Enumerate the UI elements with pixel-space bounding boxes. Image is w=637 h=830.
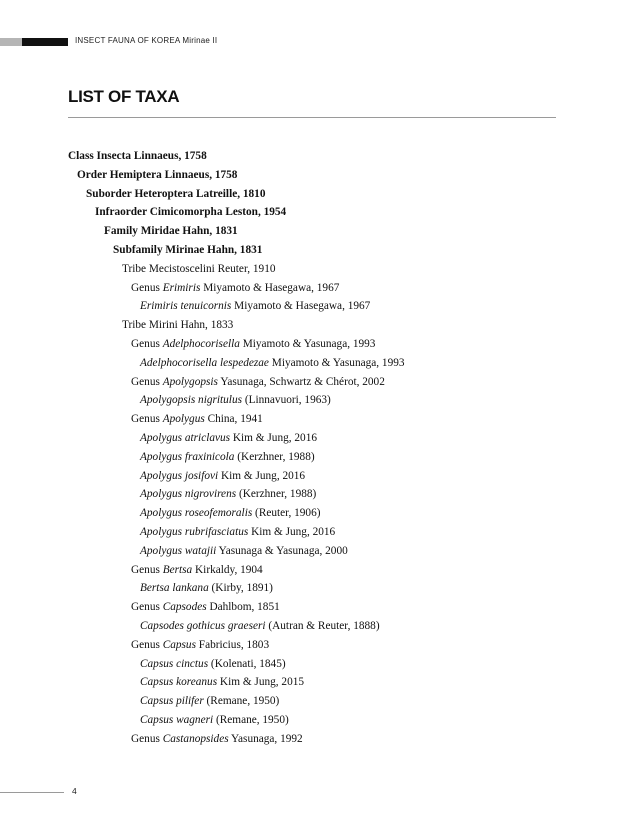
taxon-authority: (Autran & Reuter, 1888) <box>265 619 380 632</box>
taxon-authority: Subfamily Mirinae Hahn, 1831 <box>113 243 263 256</box>
taxon-authority: (Kerzhner, 1988) <box>236 488 317 501</box>
taxon-authority: Infraorder Cimicomorpha Leston, 1954 <box>95 206 287 219</box>
taxon-authority: (Kolenati, 1845) <box>208 657 286 670</box>
taxon-scientific-name: Apolygus <box>162 413 205 426</box>
taxon-entry <box>0 467 405 486</box>
taxon-scientific-name: Erimiris <box>162 281 201 294</box>
taxon-authority: Suborder Heteroptera Latreille, 1810 <box>86 187 266 200</box>
taxon-entry <box>0 316 405 335</box>
taxon-scientific-name: Erimiris tenuicornis <box>140 300 232 313</box>
taxon-scientific-name: Apolygus atriclavus <box>140 431 231 444</box>
taxon-entry <box>0 542 405 561</box>
taxon-entry <box>0 579 405 598</box>
taxon-entry <box>0 335 405 354</box>
taxon-entry <box>0 692 405 711</box>
taxon-scientific-name: Capsodes <box>162 601 207 614</box>
taxon-scientific-name: Capsus wagneri <box>140 713 214 726</box>
taxon-authority: (Remane, 1950) <box>213 713 289 726</box>
taxon-authority: Family Miridae Hahn, 1831 <box>104 225 238 238</box>
taxon-scientific-name: Capsus koreanus <box>140 676 218 689</box>
taxon-rank: Genus <box>131 413 163 426</box>
taxon-entry <box>0 485 405 504</box>
taxon-rank: Genus <box>131 732 163 745</box>
taxon-scientific-name: Apolygus nigrovirens <box>140 488 237 501</box>
taxon-scientific-name: Adelphocorisella lespedezae <box>140 356 269 369</box>
running-title: INSECT FAUNA OF KOREA Mirinae II <box>75 36 218 45</box>
taxon-authority: Miyamoto & Hasegawa, 1967 <box>231 300 371 313</box>
taxon-entry <box>0 523 405 542</box>
taxon-authority: Tribe Mecistoscelini Reuter, 1910 <box>122 262 276 275</box>
taxon-authority: Kim & Jung, 2016 <box>230 431 317 444</box>
taxon-scientific-name: Apolygus fraxinicola <box>140 450 235 463</box>
taxon-scientific-name: Capsus pilifer <box>140 695 204 708</box>
taxon-entry <box>0 222 405 241</box>
taxon-authority: Yasunaga, Schwartz & Chérot, 2002 <box>217 375 385 388</box>
taxon-rank: Genus <box>131 563 163 576</box>
taxon-rank: Genus <box>131 375 163 388</box>
taxon-entry <box>0 673 405 692</box>
taxon-authority: (Linnavuori, 1963) <box>242 394 331 407</box>
page-title: LIST OF TAXA <box>68 87 180 106</box>
page-number: 4 <box>72 786 77 796</box>
taxon-authority: Kim & Jung, 2016 <box>248 525 336 538</box>
taxon-scientific-name: Apolygopsis <box>162 375 218 388</box>
taxon-scientific-name: Adelphocorisella <box>162 337 240 350</box>
taxon-entry <box>0 203 405 222</box>
header-bar-gray <box>0 38 22 46</box>
taxon-authority: China, 1941 <box>204 413 263 426</box>
taxon-entry <box>0 185 405 204</box>
taxon-authority: Kirkaldy, 1904 <box>192 563 263 576</box>
taxon-authority: Class Insecta Linnaeus, 1758 <box>68 150 207 162</box>
taxon-entry <box>0 373 405 392</box>
taxon-entry <box>0 730 405 749</box>
taxon-entry <box>0 655 405 674</box>
taxon-scientific-name: Apolygus rubrifasciatus <box>140 525 249 538</box>
taxon-scientific-name: Capsus <box>162 638 196 651</box>
taxon-entry <box>0 598 405 617</box>
taxon-authority: (Reuter, 1906) <box>252 507 321 520</box>
taxon-authority: Tribe Mirini Hahn, 1833 <box>122 319 234 332</box>
taxon-authority: Dahlbom, 1851 <box>206 601 280 614</box>
taxon-rank: Genus <box>131 337 163 350</box>
taxon-entry <box>0 636 405 655</box>
taxon-entry <box>0 297 405 316</box>
taxon-scientific-name: Apolygus roseofemoralis <box>140 507 253 520</box>
taxon-authority: Kim & Jung, 2015 <box>217 676 305 689</box>
taxon-entry <box>0 391 405 410</box>
taxon-rank: Genus <box>131 601 163 614</box>
taxon-entry <box>0 354 405 373</box>
taxon-entry <box>0 617 405 636</box>
header-bar-black <box>22 38 68 46</box>
taxon-authority: Miyamoto & Hasegawa, 1967 <box>200 281 340 294</box>
taxon-scientific-name: Bertsa lankana <box>140 582 209 595</box>
footer-divider <box>0 792 64 793</box>
taxon-scientific-name: Apolygus watajii <box>140 544 217 557</box>
taxon-entry <box>0 711 405 730</box>
taxon-entry <box>0 561 405 580</box>
taxon-authority: (Kerzhner, 1988) <box>234 450 315 463</box>
taxon-entry <box>0 429 405 448</box>
taxon-rank: Genus <box>131 638 163 651</box>
taxon-authority: Order Hemiptera Linnaeus, 1758 <box>77 168 238 181</box>
taxon-scientific-name: Apolygus josifovi <box>140 469 219 482</box>
title-divider <box>68 117 556 118</box>
taxon-authority: Fabricius, 1803 <box>195 638 270 651</box>
taxon-authority: Yasunaga, 1992 <box>228 732 303 745</box>
taxon-entry <box>0 279 405 298</box>
taxon-entry <box>0 147 405 166</box>
taxon-authority: Kim & Jung, 2016 <box>218 469 306 482</box>
taxon-entry <box>0 166 405 185</box>
taxon-authority: (Remane, 1950) <box>203 695 280 708</box>
taxon-authority: Miyamoto & Yasunaga, 1993 <box>239 337 376 350</box>
taxon-entry <box>0 260 405 279</box>
taxon-entry <box>0 410 405 429</box>
taxon-entry <box>0 241 405 260</box>
taxon-scientific-name: Castanopsides <box>162 732 229 745</box>
taxon-authority: Yasunaga & Yasunaga, 2000 <box>216 544 348 557</box>
taxon-scientific-name: Bertsa <box>162 563 193 576</box>
taxon-authority: Miyamoto & Yasunaga, 1993 <box>268 356 405 369</box>
taxon-entry <box>0 504 405 523</box>
taxon-scientific-name: Capsodes gothicus graeseri <box>140 619 266 632</box>
taxa-list <box>0 147 405 749</box>
taxon-authority: (Kirby, 1891) <box>208 582 273 595</box>
taxon-scientific-name: Capsus cinctus <box>140 657 209 670</box>
taxon-entry <box>0 448 405 467</box>
taxon-rank: Genus <box>131 281 163 294</box>
taxon-scientific-name: Apolygopsis nigritulus <box>140 394 242 407</box>
